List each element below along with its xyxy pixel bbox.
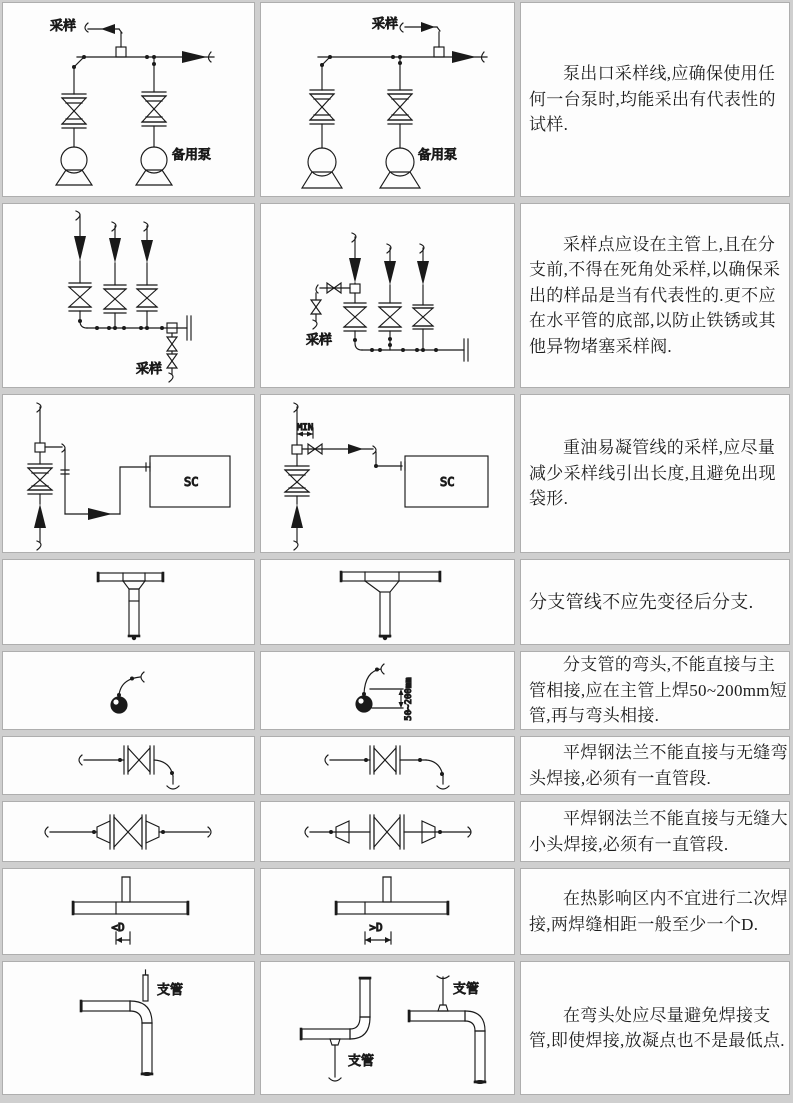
flange-icon <box>464 339 468 361</box>
valve-icon <box>104 285 126 313</box>
row2-note <box>520 203 790 388</box>
tee-box <box>116 47 126 57</box>
elbow-branch-diagram-wrong <box>2 961 255 1095</box>
note-text: 在热影响区内不宜进行二次焊接,两焊缝相距一般至少一个D. <box>529 889 788 934</box>
elbow-pipe <box>465 1011 485 1031</box>
sampling-label: 采样 <box>306 332 333 347</box>
note-text: 分支管的弯头,不能直接与主管相接,应在主管上焊50~200mm短管,再与弯头相接. <box>529 655 788 726</box>
pipe-break-icon <box>76 211 80 220</box>
note-text: 在弯头处应尽量避免焊接支管,即使焊接,放凝点也不是最低点. <box>529 1005 785 1050</box>
pump-icon <box>136 147 172 185</box>
reducer-icon <box>123 581 145 589</box>
pipe-break-icon <box>45 827 48 837</box>
valve-icon <box>388 90 412 124</box>
row2-diagram-b <box>260 203 515 388</box>
branch-pipe <box>143 975 148 1001</box>
dimension-line <box>370 689 403 708</box>
sampling-point-diagram-right <box>260 203 515 388</box>
main-pipe <box>82 1001 130 1011</box>
flange-reducer-diagram-wrong <box>2 801 255 862</box>
row5-diagram-b <box>260 651 515 730</box>
row6-diagram-a <box>2 736 255 795</box>
branch-stub <box>122 877 130 902</box>
pipe-break-icon <box>305 827 308 837</box>
valve-icon <box>69 283 91 311</box>
row1-note <box>520 2 790 197</box>
pipe-break-icon <box>437 786 449 789</box>
valve-icon <box>142 92 166 126</box>
weld-spacing-diagram-wrong <box>2 868 255 955</box>
note-text: 泵出口采样线,应确保使用任何一台泵时,均能采出有代表性的试样. <box>529 64 776 135</box>
pipe-break-icon <box>79 755 82 765</box>
weld-fillet <box>365 581 399 592</box>
pipe-break-icon <box>37 541 41 550</box>
tee-box <box>350 284 360 293</box>
row6-diagram-b <box>260 736 515 795</box>
row3-note <box>520 394 790 553</box>
pump-sampling-diagram-right <box>260 2 515 197</box>
weldolet-icon <box>438 1005 448 1011</box>
valve-icon <box>62 94 86 128</box>
row5-note <box>520 651 790 730</box>
elbow-pipe <box>119 677 140 695</box>
main-pipe <box>337 902 447 914</box>
sampling-label: 采样 <box>136 361 163 376</box>
row3-diagram-a <box>2 394 255 553</box>
note-text: 平焊钢法兰不能直接与无缝大小头焊接,必须有一直管段. <box>529 809 788 854</box>
header-pipe <box>342 572 439 581</box>
branch-elbow-diagram-wrong <box>2 651 255 730</box>
sampling-label: 采样 <box>50 18 77 33</box>
row7-diagram-a <box>2 801 255 862</box>
flow-arrow-down-icon <box>141 240 153 263</box>
sampling-label: 采样 <box>372 16 399 31</box>
gate-valve-icon <box>370 746 400 774</box>
row4-diagram-a <box>2 559 255 645</box>
pipe-break-icon <box>167 786 179 789</box>
pipe-break-icon <box>325 755 328 765</box>
flange-elbow-diagram-wrong <box>2 736 255 795</box>
tee-box <box>434 47 444 57</box>
valve-icon <box>344 303 366 331</box>
flow-arrow-down-icon <box>109 238 121 263</box>
flow-arrow-down-icon <box>417 261 429 285</box>
note-text: 采样点应设在主管上,且在分支前,不得在死角处采样,以确保采出的样品是当有代表性的.更不应在水平管的底部,以防止铁锈或其他异物堵塞采样阀. <box>529 234 781 356</box>
elbow-pipe <box>130 1001 152 1023</box>
note-text: 平焊钢法兰不能直接与无缝弯头焊接,必须有一直管段. <box>529 743 788 788</box>
pipe-break-icon <box>316 285 318 293</box>
min-label: MIN <box>297 423 314 433</box>
pipe-break-icon <box>329 1078 341 1081</box>
gate-valve-icon <box>370 815 404 849</box>
pump-icon <box>302 148 342 188</box>
dim-label: 50~200mm <box>404 677 414 721</box>
pipe-break-icon <box>141 672 144 682</box>
valve-icon <box>285 466 309 496</box>
elbow-pipe <box>364 669 381 694</box>
valve-icon <box>310 90 334 124</box>
standby-pump-label: 备用泵 <box>172 147 212 162</box>
main-pipe <box>410 1011 465 1021</box>
branch-label: 支管 <box>348 1053 375 1068</box>
row1-diagram-a <box>2 2 255 197</box>
tee-box <box>292 445 302 454</box>
vertical-pipe <box>475 1031 485 1081</box>
row3-diagram-b <box>260 394 515 553</box>
row9-diagram-b <box>260 961 515 1095</box>
branch-label: 支管 <box>453 981 480 996</box>
row4-diagram-b <box>260 559 515 645</box>
flow-arrow-right-icon <box>421 22 435 32</box>
standby-pump-label: 备用泵 <box>418 147 458 162</box>
weldolet-icon <box>330 1039 340 1045</box>
header-pipe <box>99 573 162 581</box>
elbow-pipe <box>350 1017 370 1039</box>
row7-diagram-b <box>260 801 515 862</box>
pump-sampling-diagram-wrong <box>2 2 255 197</box>
pipe-break-icon <box>85 23 88 32</box>
note-text: 重油易凝管线的采样,应尽量减少采样线引出长度,且避免出现袋形. <box>529 438 776 509</box>
row6-note <box>520 736 790 795</box>
elbow-branch-diagram-right <box>260 961 515 1095</box>
branch-elbow-diagram-right <box>260 651 515 730</box>
main-pipe <box>302 1029 350 1039</box>
sampling-point-diagram-wrong <box>2 203 255 388</box>
lt-d-label: <D <box>111 921 125 934</box>
row2-diagram-a <box>2 203 255 388</box>
pump-icon <box>380 148 420 188</box>
row8-diagram-a <box>2 868 255 955</box>
branch-pipe <box>129 589 139 636</box>
row9-note <box>520 961 790 1095</box>
flange-icon <box>187 316 191 340</box>
pump-icon <box>56 147 92 185</box>
row9-diagram-a <box>2 961 255 1095</box>
flow-arrow-down-icon <box>384 261 396 285</box>
flow-arrow-right-icon <box>452 51 476 63</box>
flow-arrow-down-icon <box>74 236 86 261</box>
sc-label: SC <box>440 475 455 489</box>
branch-label: 支管 <box>157 982 184 997</box>
valve-icon <box>137 285 157 311</box>
vertical-pipe <box>360 979 370 1017</box>
vertical-pipe <box>142 1023 152 1073</box>
branch-stub <box>383 877 391 902</box>
gt-d-label: >D <box>369 921 383 934</box>
heavy-oil-sampling-diagram-right <box>260 394 515 553</box>
row4-note <box>520 559 790 645</box>
small-valve-icon <box>311 300 321 314</box>
flow-arrow-down-icon <box>349 258 361 283</box>
gate-valve-icon <box>110 815 146 849</box>
main-pipe <box>74 902 187 914</box>
flange-elbow-diagram-right <box>260 736 515 795</box>
small-valve-icon <box>167 354 177 368</box>
row8-diagram-b <box>260 868 515 955</box>
small-valve-icon <box>167 337 177 351</box>
reducer-icon <box>97 821 110 843</box>
valve-icon <box>379 303 401 331</box>
tee-box <box>35 443 45 452</box>
pipe-break-icon <box>313 320 317 329</box>
flow-arrow-up-icon <box>34 504 46 528</box>
reducer-icon <box>146 821 159 843</box>
sc-label: SC <box>184 475 199 489</box>
branch-reducer-diagram-wrong <box>2 559 255 645</box>
pipe-break-icon <box>400 23 403 32</box>
branch-reducer-diagram-right <box>260 559 515 645</box>
flow-arrow-right-icon <box>88 508 112 520</box>
heavy-oil-sampling-diagram-wrong <box>2 394 255 553</box>
pipe-break-icon <box>381 664 384 674</box>
valve-icon <box>413 305 433 329</box>
flow-arrow-left-icon <box>101 24 115 34</box>
row1-diagram-b <box>260 2 515 197</box>
valve-icon <box>28 464 52 494</box>
pipe-break-icon <box>294 541 298 550</box>
note-text: 分支管线不应先变径后分支. <box>529 591 754 612</box>
row8-note <box>520 868 790 955</box>
flow-arrow-up-icon <box>291 504 303 528</box>
weld-spacing-diagram-right <box>260 868 515 955</box>
branch-pipe <box>380 592 390 637</box>
flow-arrow-right-icon <box>348 444 363 454</box>
row7-note <box>520 801 790 862</box>
pipe-break-icon <box>169 373 173 382</box>
gate-valve-icon <box>124 746 154 774</box>
flange-reducer-diagram-right <box>260 801 515 862</box>
flow-arrow-right-icon <box>182 51 207 63</box>
row5-diagram-a <box>2 651 255 730</box>
